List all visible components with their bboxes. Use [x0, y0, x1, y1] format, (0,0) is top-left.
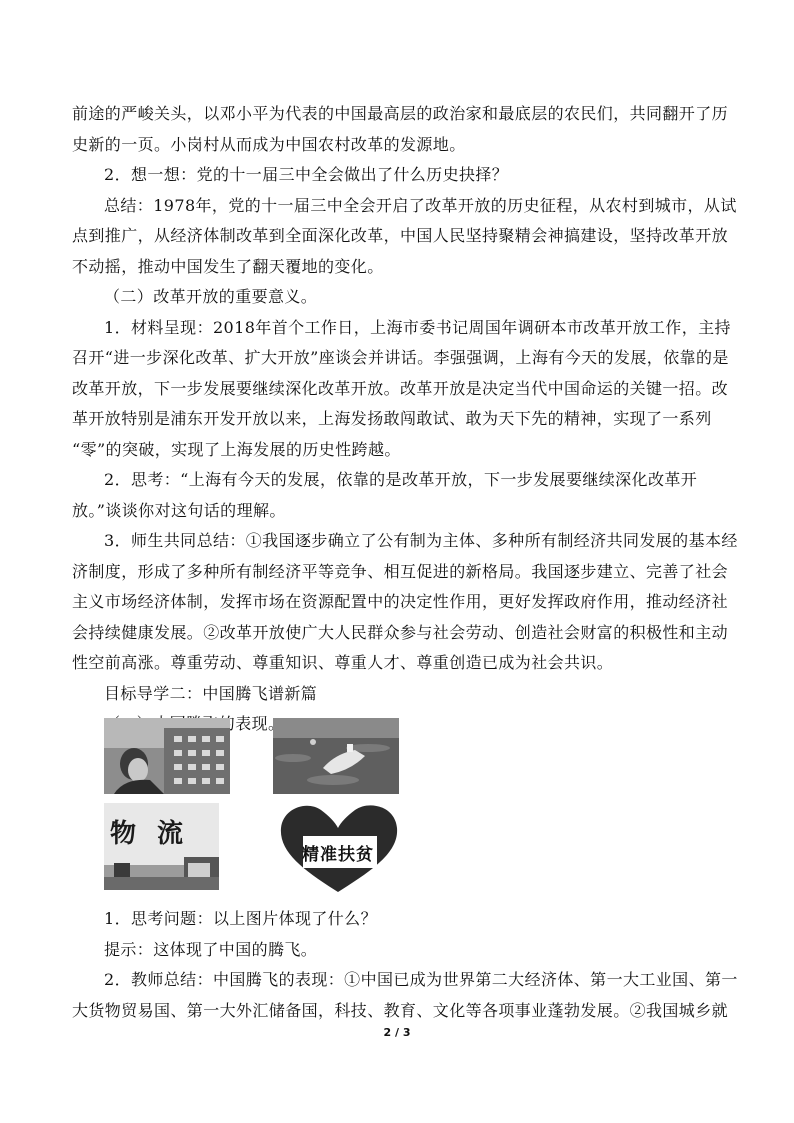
paragraph-line: 主义市场经济体制，发挥市场在资源配置中的决定性作用，更好发挥政府作用，推动经济社: [72, 592, 729, 611]
paragraph-line: 放。”谈谈你对这句话的理解。: [72, 501, 286, 520]
hint-line: 提示：这体现了中国的腾飞。: [104, 940, 318, 959]
paragraph-line: 改革开放，下一步发展要继续深化改革开放。改革开放是决定当代中国命运的关键一招。改: [72, 379, 729, 398]
paragraph-line: 革开放特别是浦东开发开放以来，上海发扬敢闯敢试、敢为天下先的精神，实现了一系列: [72, 409, 712, 428]
paragraph-line: 会持续健康发展。②改革开放使广大人民群众参与社会劳动、创造社会财富的积极性和主动: [72, 623, 729, 642]
paragraph-line: 不动摇，推动中国发生了翻天覆地的变化。: [72, 257, 384, 276]
paragraph-line: 济制度，形成了多种所有制经济平等竞争、相互促进的新格局。我国逐步建立、完善了社会: [72, 562, 729, 581]
summary-line: 2．教师总结：中国腾飞的表现：①中国已成为世界第二大经济体、第一大工业国、第一: [104, 970, 738, 989]
page-number: 2 / 3: [383, 1026, 411, 1039]
paragraph-line: 史新的一页。小岗村从而成为中国农村改革的发源地。: [72, 135, 466, 154]
objective-heading: 目标导学二：中国腾飞谱新篇: [104, 684, 318, 703]
question-line: 2．想一想：党的十一届三中全会做出了什么历史抉择？: [104, 165, 509, 184]
worker-photo: [104, 718, 230, 794]
poverty-logo-text: 精准扶贫: [302, 845, 374, 865]
paragraph-line: 召开“进一步深化改革、扩大开放”座谈会并讲话。李强强调，上海有今天的发展，依靠的是: [72, 348, 729, 367]
submersible-photo: [273, 718, 399, 794]
paragraph-line: 前途的严峻关头，以邓小平为代表的中国最高层的政治家和最底层的农民们，共同翻开了历: [72, 104, 729, 123]
material-line: 1．材料呈现：2018年首个工作日，上海市委书记周国年调研本市改革开放工作，主持: [104, 318, 731, 337]
poverty-alleviation-logo: [273, 796, 403, 896]
logistics-photo: [104, 803, 219, 890]
paragraph-line: 大货物贸易国、第一大外汇储备国，科技、教育、文化等各项事业蓬勃发展。②我国城乡就: [72, 1001, 729, 1020]
paragraph-line: 点到推广，从经济体制改革到全面深化改革，中国人民坚持聚精会神搞建设，坚持改革开放: [72, 226, 729, 245]
section-heading: （二）改革开放的重要意义。: [104, 287, 318, 306]
logistics-sign-text: 物 流: [110, 819, 190, 849]
question-line: 2．思考：“上海有今天的发展，依靠的是改革开放，下一步发展要继续深化改革开: [104, 470, 698, 489]
question-line: 1．思考问题：以上图片体现了什么？: [104, 909, 377, 928]
paragraph-line: 性空前高涨。尊重劳动、尊重知识、尊重人才、尊重创造已成为社会共识。: [72, 653, 614, 672]
summary-line: 3．师生共同总结：①我国逐步确立了公有制为主体、多种所有制经济共同发展的基本经: [104, 531, 738, 550]
summary-line: 总结：1978年，党的十一届三中全会开启了改革开放的历史征程，从农村到城市，从试: [104, 196, 737, 215]
paragraph-line: “零”的突破，实现了上海发展的历史性跨越。: [72, 440, 401, 459]
